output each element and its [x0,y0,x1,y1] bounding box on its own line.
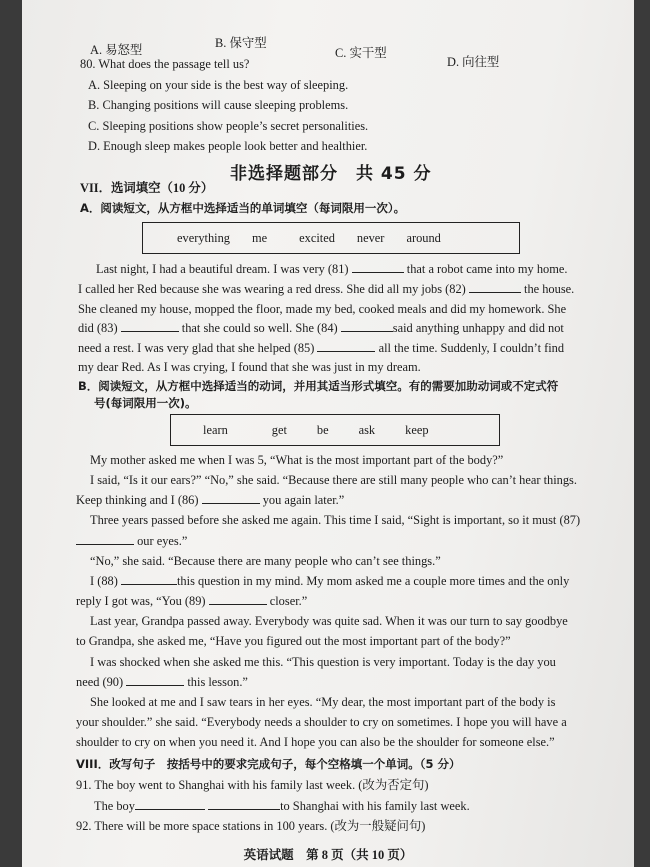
q91-stem: 91. The boy went to Shanghai with his family last week. (改为否定句) [76,778,429,792]
q80-option-c: C. Sleeping positions show people’s secret personalities. [88,119,369,133]
word-box-b-word: get [271,422,287,437]
passageB-line: to Grandpa, she asked me, “Have you figured out the most important part of the body?” [76,634,511,648]
word-box-a-word: never [356,230,385,245]
word-box-b-word: learn [203,422,228,437]
word-box-a-word: me [252,230,268,245]
passageB-line: She looked at me and I saw tears in her eyes. “My dear, the most important part of the body is [90,695,556,709]
partA-instruction: A．阅读短文，从方框中选择适当的单词填空（每词限用一次）。 [80,201,406,215]
passageA-line: need a rest. I was very glad that she helped (85) all the time. Suddenly, I couldn’t find [78,341,565,355]
passageB-line: I said, “Is it our ears?” “No,” she said. “Because there are still many people who can’t hear things. [90,473,577,487]
blank-82[interactable] [469,281,521,293]
passageB-line: I was shocked when she asked me this. “This question is very important. Today is the day you [90,655,556,669]
page-footer: 英语试题 第 8 页（共 10 页） [243,848,413,862]
passageA-line: did (83) that she could so well. She (84) said anything unhappy and did not [78,321,564,335]
blank-81[interactable] [352,261,404,273]
word-box-b-word: keep [405,422,429,437]
q79-option-b: B. 保守型 [215,36,267,50]
blank-89[interactable] [209,593,267,605]
passageB-line: need (90) this lesson.” [76,675,248,689]
passageB-line: “No,” she said. “Because there are many people who can’t see things.” [90,554,441,568]
word-box-a-word: around [406,230,441,245]
passageA-line: Last night, I had a beautiful dream. I was very (81) that a robot came into my home. [96,262,568,276]
passageA-line: I called her Red because she was wearing a red dress. She did all my jobs (82) the house. [78,282,575,296]
blank-88[interactable] [121,573,177,585]
q92-stem: 92. There will be more space stations in 100 years. (改为一般疑问句) [76,819,426,833]
word-box-b-word: ask [358,422,376,437]
section8-heading: VIII．改写句子 按括号中的要求完成句子，每个空格填一个单词。（5 分） [76,757,461,771]
passageB-line: shoulder to cry on when you need it. And I hope you can also be the shoulder for someone else.” [76,735,555,749]
passageA-line: my dear Red. As I was crying, I found that she was just in my dream. [78,360,421,374]
passageB-line: My mother asked me when I was 5, “What is the most important part of the body?” [90,453,504,467]
q80-option-a: A. Sleeping on your side is the best way of sleeping. [88,78,349,92]
word-box-a-word: excited [299,230,335,245]
partB-instruction-cont: 号(每词限用一次)。 [94,396,197,410]
exam-page [22,0,634,867]
passageB-line: your shoulder.” she said. “Everybody needs a shoulder to cry on sometimes. I hope you will have a [76,715,567,729]
q79-option-d: D. 向往型 [447,55,500,69]
q80-option-b: B. Changing positions will cause sleeping problems. [88,98,349,112]
q80-option-d: D. Enough sleep makes people look better and healthier. [88,139,368,153]
partB-instruction: B．阅读短文，从方框中选择适当的动词，并用其适当形式填空。有的需要加助动词或不定式符 [78,379,559,393]
passageB-line: our eyes.” [76,533,187,549]
passageB-line: Last year, Grandpa passed away. Everybody was quite sad. When it was our turn to say goodbye [90,614,568,628]
q91-answer-line: The boy to Shanghai with his family last week. [94,799,470,813]
q79-option-c: C. 实干型 [335,46,387,60]
passageB-line: Three years passed before she asked me again. This time I said, “Sight is important, so it must (87) [90,513,581,527]
section7-heading: VII．选词填空（10 分） [80,181,214,195]
word-box-b [170,414,500,446]
blank-91-1[interactable] [135,798,205,810]
blank-86[interactable] [202,492,260,504]
blank-91-2[interactable] [208,798,280,810]
blank-90[interactable] [126,674,184,686]
word-box-a-word: everything [177,230,230,245]
blank-84[interactable] [341,320,393,332]
blank-85[interactable] [317,340,375,352]
passageB-line: I (88) this question in my mind. My mom asked me a couple more times and the only [90,574,570,588]
passageB-line: reply I got was, “You (89) closer.” [76,594,308,608]
blank-83[interactable] [121,320,179,332]
part-title: 非选择题部分 共 45 分 [230,164,432,184]
word-box-a [142,222,520,254]
blank-87[interactable] [76,533,134,545]
passageA-line: She cleaned my house, mopped the floor, made my bed, cooked meals and did my homework. She [78,302,567,316]
passageB-line: Keep thinking and I (86) you again later.” [76,493,345,507]
word-box-b-word: be [316,422,329,437]
q80-stem: 80. What does the passage tell us? [80,57,250,71]
q79-option-a: A. 易怒型 [90,43,143,57]
